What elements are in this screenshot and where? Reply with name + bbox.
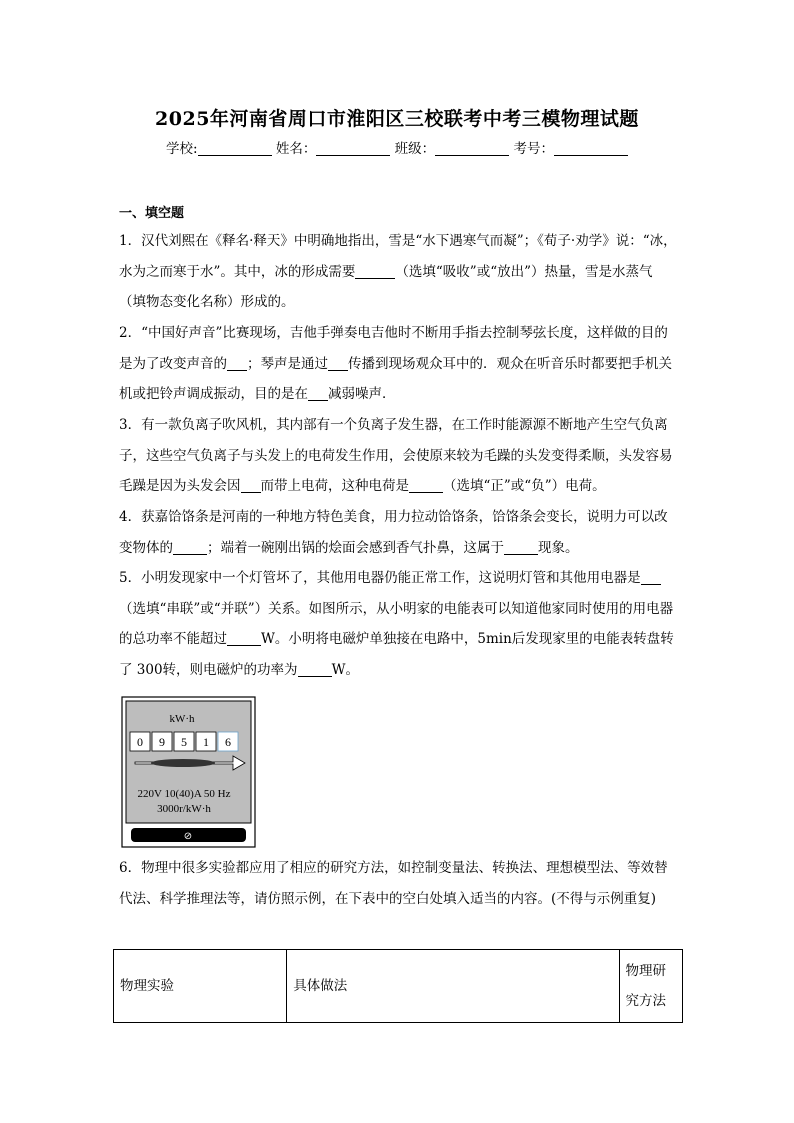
meter-spec-1: 220V 10(40)A 50 Hz — [137, 788, 231, 800]
question-5 — [119, 563, 679, 685]
question-3-text: 3．有一款负离子吹风机，其内部有一个负离子发生器，在工作时能源源不断地产生空气负离子，这些空气负离子与头发上的电荷发生作用，会使原来较为毛躁的头发变得柔顺，头发容易毛躁是因为头发会因 — [119, 417, 673, 494]
meter-digit: 0 — [137, 735, 143, 749]
table-header-row — [114, 950, 683, 1023]
answer-blank — [328, 356, 348, 371]
method-table — [113, 949, 683, 1023]
exam-number-blank — [554, 141, 628, 156]
school-label: 学校: — [166, 141, 198, 157]
question-4-text-b: ；端着一碗刚出锅的烩面会感到香气扑鼻，这属于 — [207, 539, 504, 556]
class-label: 班级： — [394, 141, 436, 157]
exam-number-label: 考号： — [513, 141, 554, 157]
question-3-text-end: （选填“正”或“负”）电荷。 — [443, 478, 606, 494]
meter-digit: 6 — [225, 735, 231, 749]
question-5-text: 5．小明发现家中一个灯管坏了，其他用电器仍能正常工作，这说明灯管和其他用电器是 — [119, 570, 641, 586]
meter-digit: 5 — [181, 735, 187, 749]
meter-digit: 9 — [159, 735, 165, 749]
question-3 — [119, 410, 679, 502]
table-header-research-method: 物理研究方法 — [619, 950, 682, 1023]
question-1-text-end: （选填“吸收”或“放出”）热量，雪是水蒸气（填物态变化名称）形成的。 — [119, 263, 653, 310]
table-header-method: 具体做法 — [287, 950, 619, 1023]
name-label: 姓名： — [275, 141, 317, 157]
class-blank — [435, 141, 509, 156]
meter-unit: kW·h — [169, 713, 195, 725]
question-2-text-b: ；琴声是通过 — [247, 355, 328, 372]
section-heading: 一、填空题 — [119, 206, 185, 221]
answer-blank — [355, 264, 395, 279]
answer-blank — [241, 478, 261, 493]
table-header-experiment: 物理实验 — [114, 950, 287, 1023]
question-4-text: 4．获嘉饸饹条是河南的一种地方特色美食，用力拉动饸饹条，饸饹条会变长，说明力可以改变物体的 — [119, 509, 668, 556]
question-4 — [119, 502, 679, 563]
question-5-text-end: W。 — [331, 661, 359, 678]
answer-blank — [409, 478, 443, 493]
answer-blank — [308, 386, 328, 401]
answer-blank — [298, 662, 332, 677]
meter-disc — [151, 759, 215, 767]
question-3-text-b: 而带上电荷，这种电荷是 — [260, 478, 409, 494]
student-info-line — [0, 137, 794, 157]
answer-blank — [173, 540, 207, 555]
question-4-text-end: 现象。 — [538, 539, 579, 556]
electric-meter-figure — [121, 696, 256, 848]
question-2-text-c: 传播到现场观众耳中的．观众在听音乐时都要把手机关机或把铃声调成振动，目的是在 — [119, 355, 672, 402]
question-2-text-end: 减弱噪声． — [328, 386, 396, 402]
question-5-text-b: （选填“串联”或“并联”）关系。如图所示，从小明家的电能表可以知道他家同时使用的用电器的总功率不能超过 — [119, 600, 674, 647]
school-blank — [198, 141, 272, 156]
question-2-text: 2．“中国好声音”比赛现场，吉他手弹奏电吉他时不断用手指去控制琴弦长度，这样做的目的是为了改变声音的 — [119, 325, 668, 372]
question-6: 6．物理中很多实验都应用了相应的研究方法，如控制变量法、转换法、理想模型法、等效替代法、科学推理法等，请仿照示例，在下表中的空白处填入适当的内容。(不得与示例重复) — [119, 860, 668, 907]
meter-symbol: ⊘ — [183, 831, 193, 842]
question-1 — [119, 226, 679, 318]
question-2 — [119, 318, 679, 410]
meter-spec-2: 3000r/kW·h — [157, 803, 211, 815]
meter-digit: 1 — [203, 735, 209, 749]
name-blank — [316, 141, 390, 156]
question-5-text-c: W。小明将电磁炉单独接在电路中，5min后发现家里的电能表转盘转了 300转，则电磁炉的功率为 — [119, 631, 674, 678]
answer-blank — [227, 631, 261, 646]
page-title: 2025年河南省周口市淮阳区三校联考中考三模物理试题 — [155, 108, 639, 130]
meter-digits — [130, 732, 238, 751]
answer-blank — [227, 356, 247, 371]
answer-blank — [504, 540, 538, 555]
answer-blank — [641, 570, 661, 585]
question-1-text: 1．汉代刘熙在《释名·释天》中明确地指出，雪是“水下遇寒气而凝”；《荀子·劝学》说：“冰，水为之而寒于水”。其中，冰的形成需要 — [119, 233, 677, 280]
